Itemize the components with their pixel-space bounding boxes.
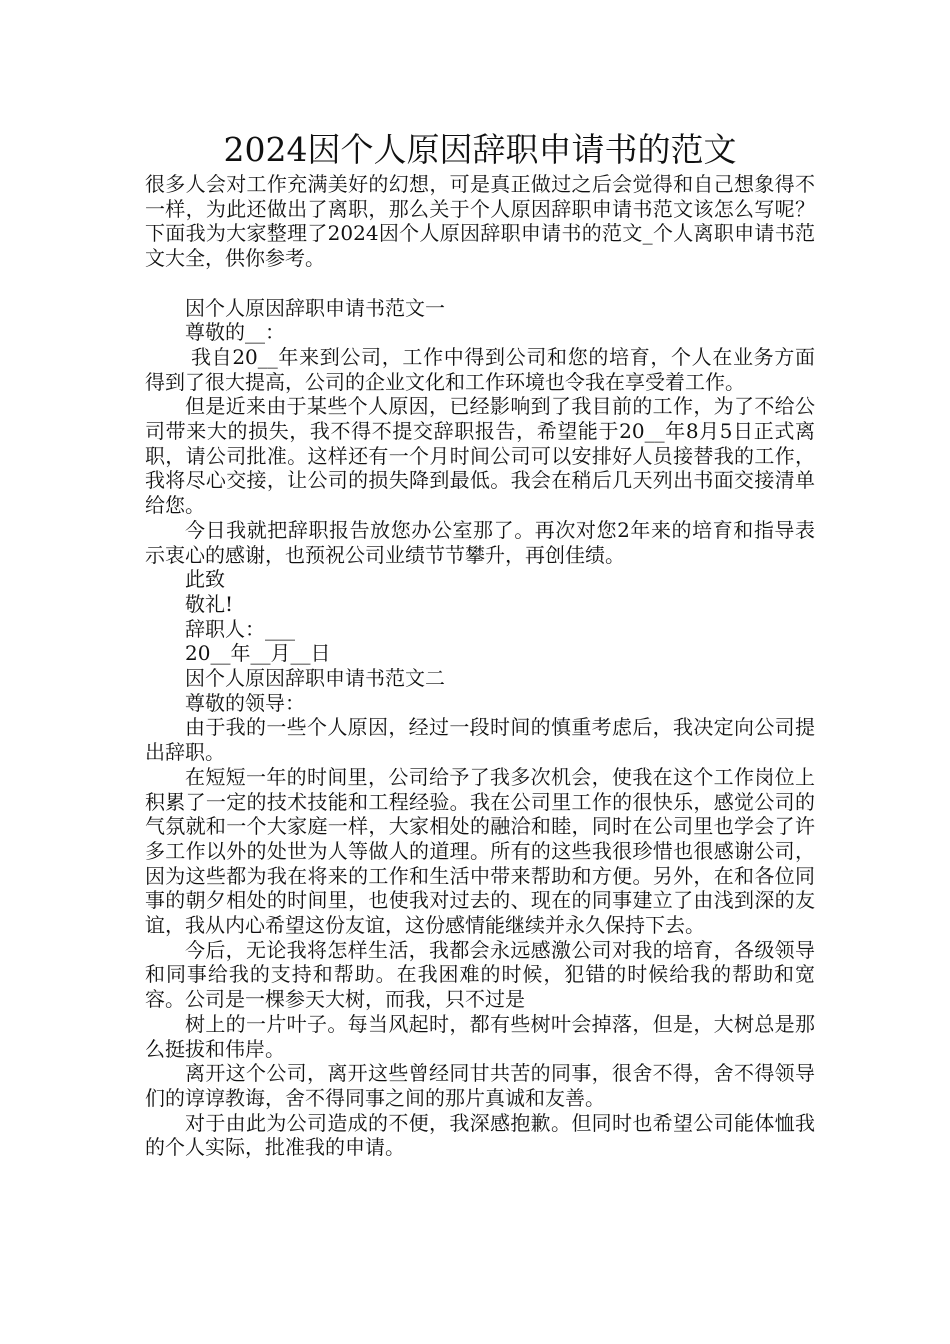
blank-line (145, 271, 815, 296)
sample2-salutation: 尊敬的领导： (185, 690, 305, 715)
sample1-salutation: 尊敬的__： (185, 320, 285, 345)
sample1-paragraph-2: 但是近来由于某些个人原因，已经影响到了我目前的工作，为了不给公司带来大的损失，我不得不提交辞职报告，希望能于20__年8月5日正式离职，请公司批准。这样还有一个月时间公司可以安排好人员接替我的工作，我将尽心交接，让公司的损失降到最低。我会在稍后几天列出书面交接清单给您。 (145, 394, 815, 518)
sample1-closing-1: 此致 (185, 567, 225, 592)
sample2-paragraph-3: 今后，无论我将怎样生活，我都会永远感激公司对我的培育，各级领导和同事给我的支持和帮助。在我困难的时候，犯错的时候给我的帮助和宽容。公司是一棵参天大树，而我，只不过是 (145, 937, 815, 1012)
sample2-paragraph-6: 对于由此为公司造成的不便，我深感抱歉。但同时也希望公司能体恤我的个人实际，批准我的申请。 (145, 1110, 815, 1160)
sample1-closing-2: 敬礼! (185, 591, 234, 616)
sample1-paragraph-1: 我自20__年来到公司，工作中得到公司和您的培育，个人在业务方面得到了很大提高，公司的企业文化和工作环境也令我在享受着工作。 (145, 344, 815, 394)
document-page (145, 128, 815, 1160)
sample1-signature: 辞职人：___ (185, 616, 295, 641)
sample2-paragraph-1: 由于我的一些个人原因，经过一段时间的慎重考虑后，我决定向公司提出辞职。 (145, 715, 815, 765)
document-title: 2024因个人原因辞职申请书的范文 (223, 130, 737, 169)
sample2-paragraph-2: 在短短一年的时间里，公司给予了我多次机会，使我在这个工作岗位上积累了一定的技术技能和工程经验。我在公司里工作的很快乐，感觉公司的气氛就和一个大家庭一样，大家相处的融洽和睦，同时在公司里也学会了许多工作以外的处世为人等做人的道理。所有的这些我很珍惜也很感谢公司，因为这些都为我在将来的工作和生活中带来帮助和方便。另外，在和各位同事的朝夕相处的时间里，也使我对过去的、现在的同事建立了由浅到深的友谊，我从内心希望这份友谊，这份感情能继续并永久保持下去。 (145, 764, 815, 938)
sample2-paragraph-4: 树上的一片叶子。每当风起时，都有些树叶会掉落，但是，大树总是那么挺拔和伟岸。 (145, 1011, 815, 1061)
sample2-heading: 因个人原因辞职申请书范文二 (185, 666, 445, 691)
sample1-date: 20__年__月__日 (185, 641, 331, 666)
sample1-paragraph-3: 今日我就把辞职报告放您办公室那了。再次对您2年来的培育和指导表示衷心的感谢，也预祝公司业绩节节攀升，再创佳绩。 (145, 517, 815, 567)
sample2-paragraph-5: 离开这个公司，离开这些曾经同甘共苦的同事，很舍不得，舍不得领导们的谆谆教诲，舍不得同事之间的那片真诚和友善。 (145, 1061, 815, 1110)
sample1-heading: 因个人原因辞职申请书范文一 (185, 295, 445, 320)
intro-paragraph: 很多人会对工作充满美好的幻想，可是真正做过之后会觉得和自己想象得不一样，为此还做出了离职，那么关于个人原因辞职申请书范文该怎么写呢？下面我为大家整理了2024因个人原因辞职申请书的范文_个人离职申请书范文大全，供你参考。 (145, 172, 815, 271)
